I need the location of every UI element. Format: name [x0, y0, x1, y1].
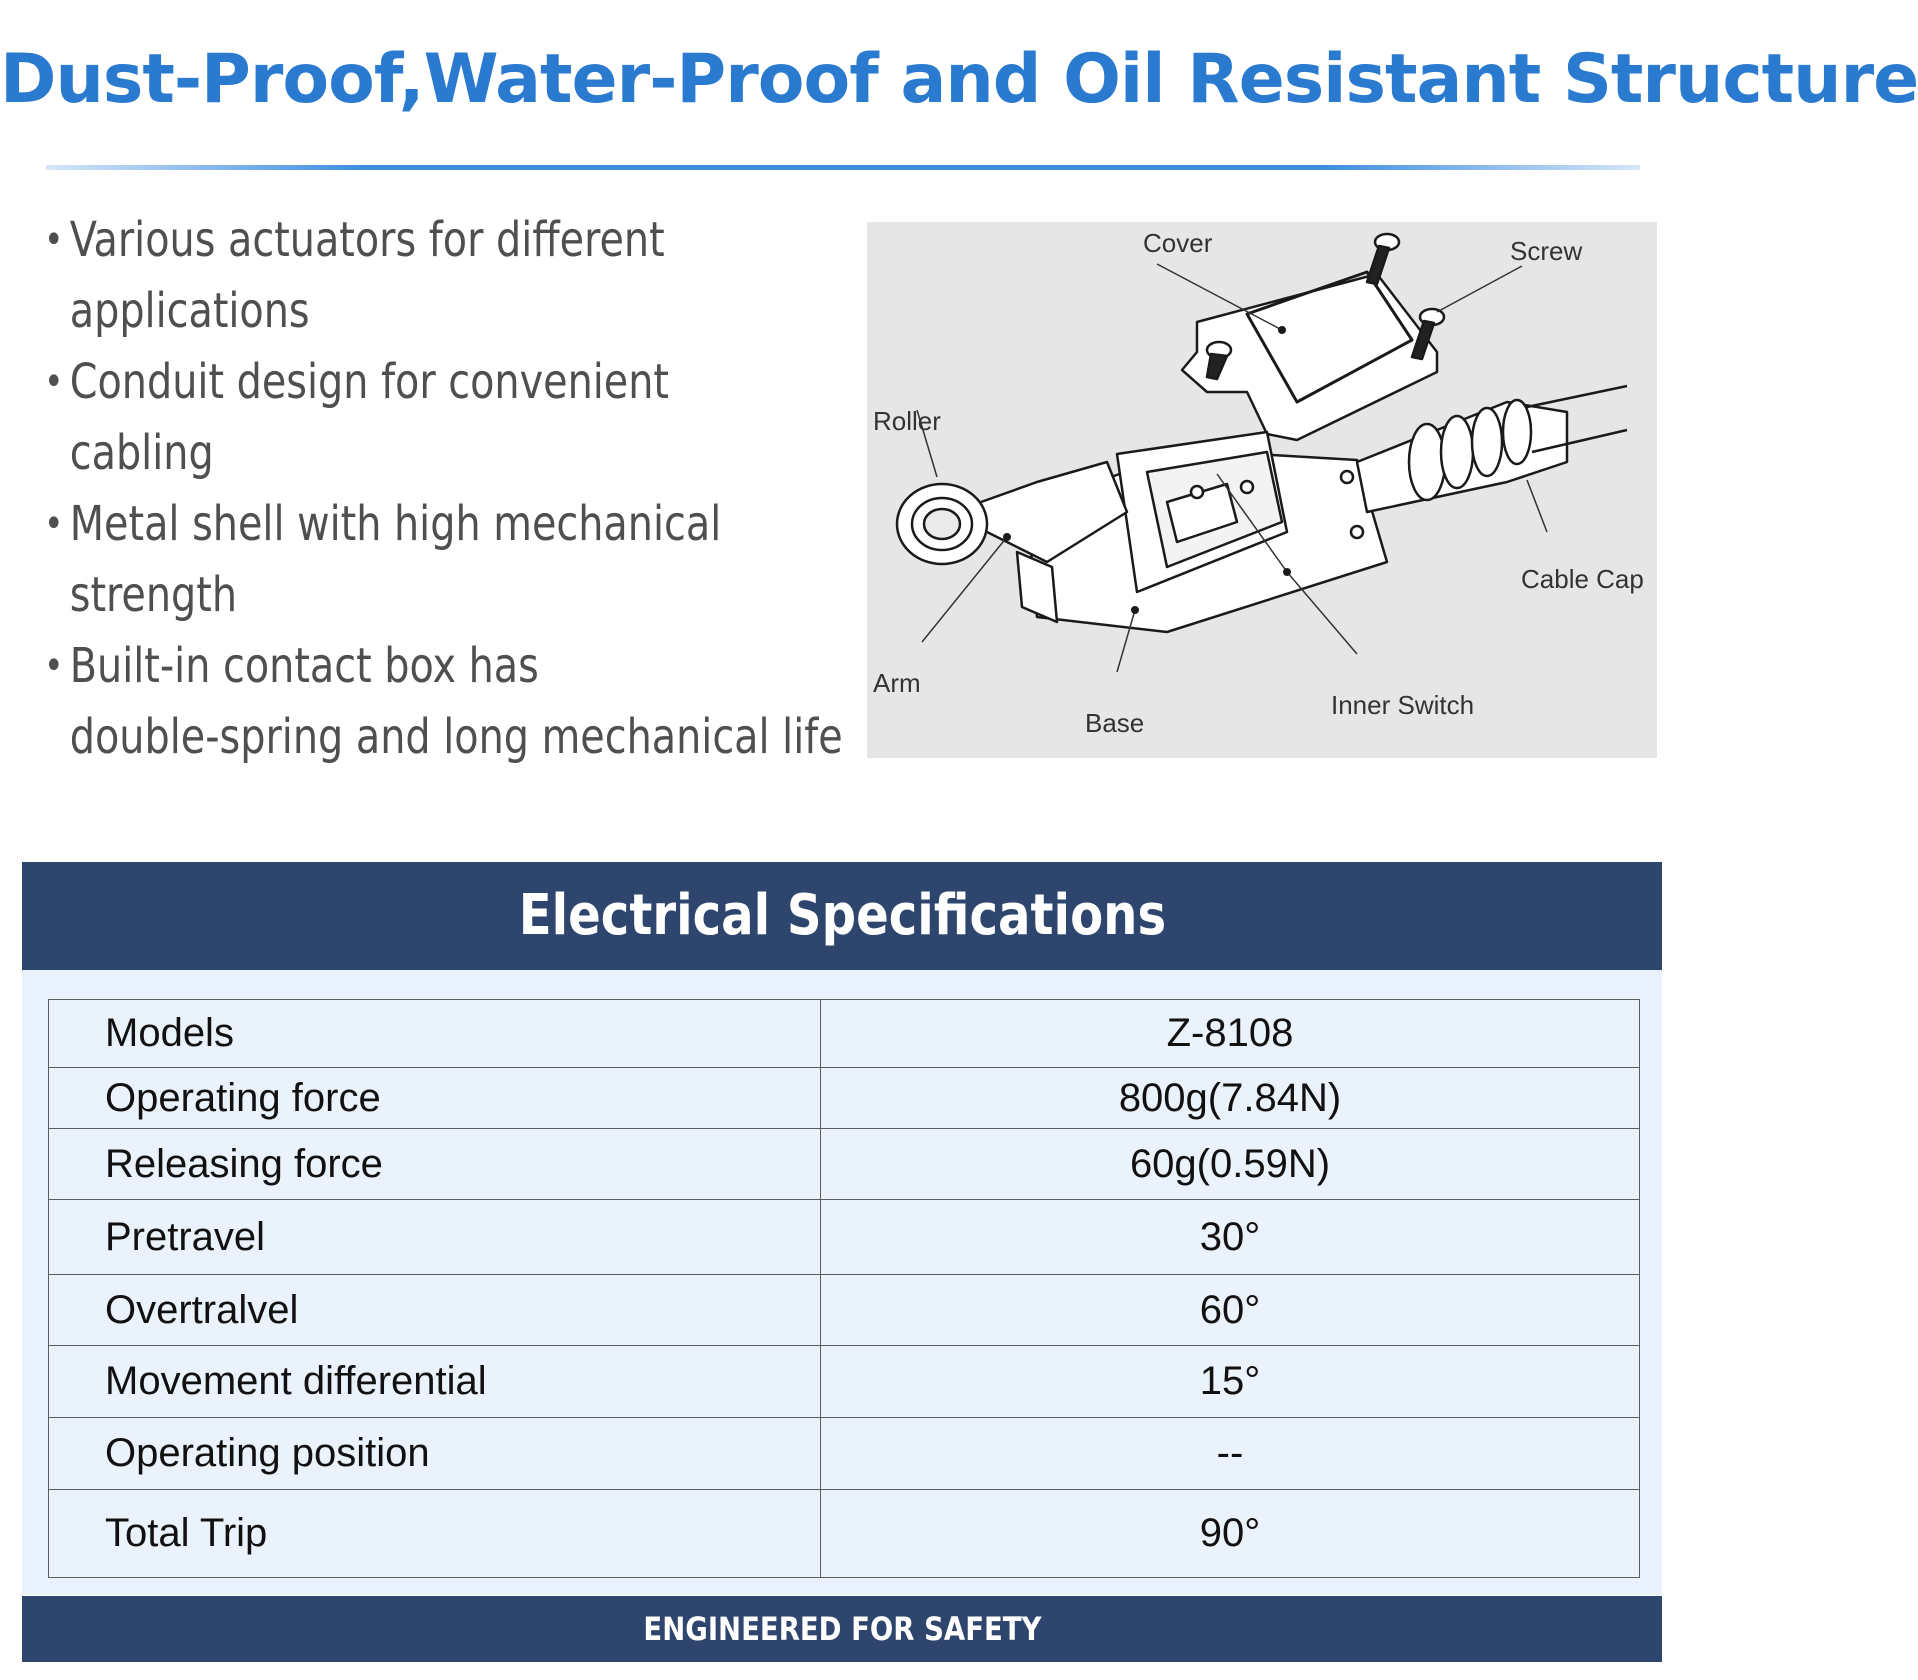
spec-key: Operating force [49, 1068, 821, 1129]
table-row [49, 1200, 1640, 1275]
feature-item-continuation: applications [69, 283, 310, 339]
spec-key: Pretravel [49, 1200, 821, 1275]
feature-item: • Conduit design for convenient [44, 347, 808, 418]
spec-key: Operating position [49, 1418, 821, 1490]
label-inner-switch: Inner Switch [1331, 690, 1475, 720]
spec-value: 90° [821, 1490, 1640, 1578]
spec-value: 60g(0.59N) [821, 1129, 1640, 1200]
label-base: Base [1085, 708, 1145, 738]
feature-item: • Built-in contact box has [44, 631, 808, 702]
feature-item-continuation: cabling [69, 425, 214, 481]
title-divider [46, 165, 1640, 170]
spec-value: 60° [821, 1275, 1640, 1346]
label-arm: Arm [873, 668, 921, 698]
spec-value: -- [821, 1418, 1640, 1490]
page-title: Dust-Proof,Water-Proof and Oil Resistant Structure [0, 40, 1918, 119]
spec-key: Movement differential [49, 1346, 821, 1418]
spec-key: Models [49, 1000, 821, 1068]
footer-banner [22, 1596, 1662, 1662]
exploded-diagram [867, 222, 1657, 758]
table-row [49, 1418, 1640, 1490]
table-row [49, 1275, 1640, 1346]
switch-illustration [867, 222, 1657, 758]
spec-title: Electrical Specifications [518, 883, 1166, 948]
label-cable-cap: Cable Cap [1521, 564, 1644, 594]
bullet-icon: • [44, 501, 64, 547]
table-row [49, 1490, 1640, 1578]
table-row [49, 1068, 1640, 1129]
feature-item-continuation: double-spring and long mechanical life [69, 709, 843, 765]
label-roller: Roller [873, 406, 941, 436]
spec-key: Total Trip [49, 1490, 821, 1578]
feature-item-continuation: strength [69, 567, 237, 623]
table-row [49, 1346, 1640, 1418]
spec-key: Releasing force [49, 1129, 821, 1200]
feature-item: • Various actuators for different [44, 205, 808, 276]
bullet-icon: • [44, 643, 64, 689]
spec-value: Z-8108 [821, 1000, 1640, 1068]
spec-value: 15° [821, 1346, 1640, 1418]
footer-text: ENGINEERED FOR SAFETY [642, 1610, 1042, 1648]
table-row [49, 1129, 1640, 1200]
bullet-icon: • [44, 217, 64, 263]
bullet-icon: • [44, 359, 64, 405]
feature-list [44, 205, 874, 773]
spec-value: 800g(7.84N) [821, 1068, 1640, 1129]
label-screw: Screw [1510, 236, 1583, 266]
label-cover: Cover [1143, 228, 1213, 258]
spec-section-header [22, 862, 1662, 970]
feature-item: • Metal shell with high mechanical [44, 489, 808, 560]
spec-value: 30° [821, 1200, 1640, 1275]
spec-table [48, 999, 1640, 1578]
spec-key: Overtralvel [49, 1275, 821, 1346]
table-row [49, 1000, 1640, 1068]
